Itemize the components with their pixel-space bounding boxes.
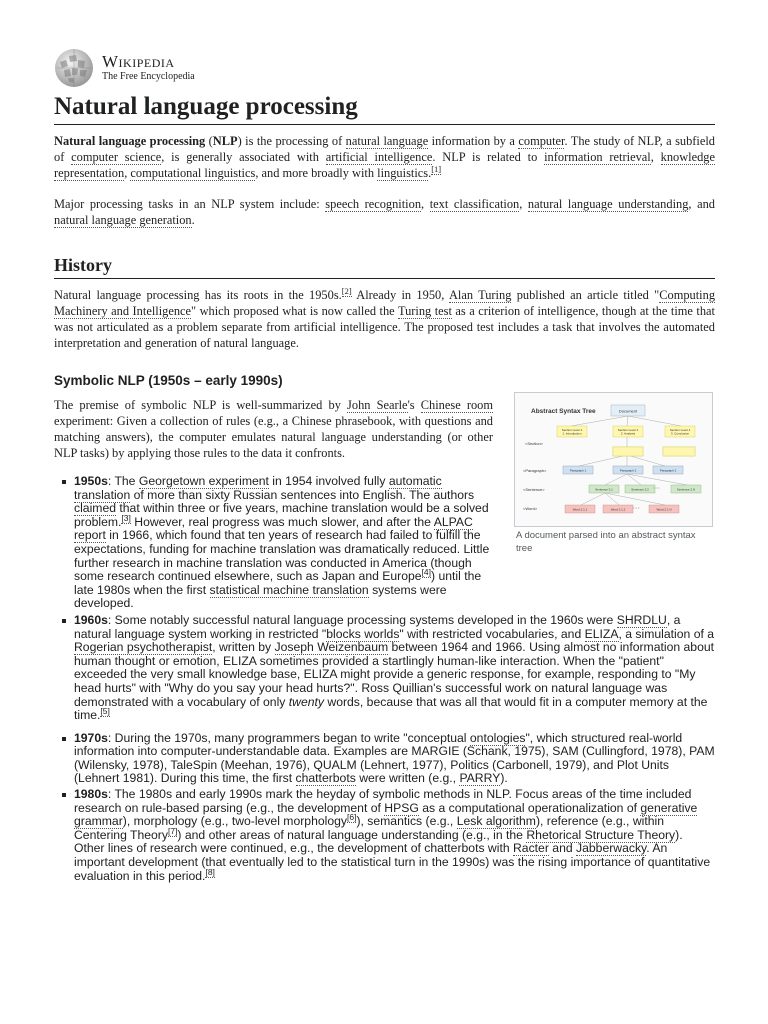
citation-4[interactable] [422, 567, 431, 578]
text-run: and [548, 841, 577, 856]
text-run: ( [205, 134, 213, 148]
citation-2[interactable] [342, 286, 352, 297]
link-speech-recognition[interactable]: speech recognition [325, 197, 422, 211]
ast-diagram-image[interactable] [514, 392, 713, 527]
text-run: information by a [428, 134, 519, 148]
text-run: in 1966, which found that ten years of research had failed to fulfill the expectations, funding for machine translation was dramatically reduced. Little further research in machine translation was conducted in America (though some research continued elsewhere, such as Japan and Europe [74, 528, 490, 584]
link-computational-linguistics[interactable]: computational linguistics [130, 166, 256, 180]
history-heading: History [54, 254, 715, 279]
text-run: between 1964 and 1966. Using almost no information about human thought or emotion, ELIZA sometimes provided a startlingly human-like interaction. When the "patient" exceeded the very small knowledge base, ELIZA might provide a generic response, for example, responding to "My head hurts" with "Why do you say your head hurts?". Ross Quillian's successful work on natural language was demonstrated with a vocabulary of only [74, 640, 715, 709]
link-chatterbots[interactable]: chatterbots [295, 771, 356, 786]
text-run: ), morphology (e.g., two-level morphology [122, 814, 347, 829]
text-run: : The 1980s and early 1990s mark the heyday of symbolic methods in NLP. Focus areas of the time included research on rule-based parsing (e.g., the development of [74, 787, 692, 815]
link-automatic-translation[interactable]: automatic translation [74, 474, 442, 502]
text-run: . [428, 166, 432, 180]
text-run: The premise of symbolic NLP is well-summarized by [54, 398, 348, 412]
text-run: as a computational operationalization of [418, 800, 641, 815]
text-run: , and more broadly with [255, 166, 378, 180]
brand-text [102, 53, 195, 83]
text-run: 's [407, 398, 421, 412]
text-run: ), reference (e.g., within Centering Theory [74, 814, 664, 842]
text-run: experiment: Given a collection of rules (e.g., a Chinese phrasebook, with questions and matching answers), the computer emulates natural language understanding (or other NLP tasks) by applying those rules to the data it confronts. [54, 414, 493, 460]
text-run: as a criterion of intelligence, though at the time that was not articulated as a problem separate from artificial intelligence. The proposed test includes a task that involves the automated interpretation and generation of natural language. [54, 304, 715, 350]
history-paragraph [54, 287, 715, 351]
text-run: , [519, 197, 528, 211]
text-run: in 1954 involved fully [268, 474, 389, 488]
ast-section-label: 2. Analysis [620, 431, 636, 436]
link-natural-language[interactable]: natural language [345, 134, 429, 148]
text-run: , a natural language system working in restricted " [74, 612, 681, 641]
ast-section-label: 3. Conclusion [670, 431, 690, 436]
text-run: Major processing tasks in an NLP system include: [54, 197, 326, 211]
link-linguistics[interactable]: linguistics [377, 166, 429, 180]
link-blocks-worlds[interactable]: blocks worlds [326, 626, 400, 641]
link-eliza[interactable]: ELIZA [584, 626, 619, 641]
text-run: ) and other areas of natural language understanding (e.g., in the [177, 827, 527, 842]
ast-section-label: Section Level 1 [669, 428, 691, 432]
bold-term: 1950s [74, 474, 108, 488]
link-natural-language-generation[interactable]: natural language generation [54, 213, 192, 227]
citation-1[interactable] [431, 164, 441, 175]
ast-sentence-label: Sentence 2.N [676, 487, 696, 492]
brand-tagline: The Free Encyclopedia [102, 71, 195, 82]
link-georgetown-experiment[interactable]: Georgetown experiment [138, 474, 269, 488]
link-statistical-machine-translation[interactable]: statistical machine translation [209, 582, 369, 597]
ast-word-label: Word 2.1.2 [610, 507, 626, 512]
link-chinese-room[interactable]: Chinese room [420, 398, 494, 412]
link-computer-science[interactable]: computer science [71, 150, 162, 164]
ast-section-label: Section Level 1 [617, 428, 639, 432]
italic-text: twenty [288, 694, 324, 709]
text-run: ). Other lines of research were continued, e.g., the development of chatterbots with [74, 827, 683, 856]
link-joseph-weizenbaum[interactable]: Joseph Weizenbaum [274, 640, 389, 655]
citation-link[interactable]: [3] [121, 512, 131, 523]
text-run: , written by [212, 640, 275, 655]
text-run: Already in 1950, [351, 288, 449, 302]
link-rhetorical-structure-theory[interactable]: Rhetorical Structure Theory [526, 827, 676, 842]
text-run: systems were developed. [74, 582, 447, 611]
text-run: ), semantics (e.g., [356, 814, 457, 829]
intro-paragraph-2 [54, 196, 715, 228]
text-run: Natural language processing has its roots in the 1950s. [54, 288, 342, 302]
link-generative-grammar[interactable]: generative grammar [74, 800, 698, 829]
text-run: : The [107, 474, 139, 488]
link-claimed[interactable]: claimed [74, 501, 116, 516]
ast-sentence-label: Sentence 2.2 [631, 487, 649, 492]
citation-link[interactable]: [2] [341, 285, 352, 296]
text-run: , is generally associated with [161, 150, 326, 164]
text-run: : Some notably successful natural language processing systems developed in the 1960s were [107, 612, 617, 627]
text-run: . An important development (that eventually led to the statistical turn in the 1990s) was the rising importance of quantitative evaluation in this period. [74, 841, 711, 883]
link-shrdlu[interactable]: SHRDLU [616, 612, 667, 627]
wikipedia-globe-icon [54, 48, 94, 88]
link-jabberwacky[interactable]: Jabberwacky [576, 841, 647, 856]
text-run: were written (e.g., [355, 771, 460, 786]
ast-row-label: <Section> [525, 441, 544, 446]
article [54, 48, 715, 883]
text-run: ). [500, 771, 508, 786]
link-knowledge-representation[interactable]: knowledge representation [54, 150, 715, 180]
citation-link[interactable]: [1] [431, 163, 442, 174]
ast-paragraph-label: Paragraph 1 [569, 468, 587, 473]
link-turing-test[interactable]: Turing test [397, 304, 452, 318]
text-run: ) until the late 1980s when the first [74, 569, 482, 597]
ast-paragraph-label: Paragraph 2 [619, 468, 637, 473]
citation-link[interactable]: [4] [421, 567, 432, 578]
citation-5[interactable] [100, 706, 109, 717]
ast-ellipsis: • • • [653, 485, 660, 490]
citation-link[interactable]: [5] [100, 706, 110, 717]
text-run: . NLP is related to [432, 150, 545, 164]
ast-row-label: <Paragraph> [523, 468, 547, 473]
citation-link[interactable]: [7] [167, 825, 178, 836]
citation-link[interactable]: [6] [346, 812, 357, 823]
text-run: of more than sixty Russian sentences into English. The authors [130, 487, 475, 502]
ast-word-label: Word 2.1.N [656, 507, 672, 512]
citation-link[interactable]: [8] [205, 866, 215, 877]
text-run: , [421, 197, 430, 211]
text-run: ) is the processing of [237, 134, 346, 148]
text-run: However, real progress was much slower, and after the [130, 514, 434, 529]
link-computer[interactable]: computer [518, 134, 565, 148]
link-racter[interactable]: Racter [513, 841, 549, 856]
text-run: , [124, 166, 131, 180]
link-alan-turing[interactable]: Alan Turing [448, 288, 512, 302]
text-run: , and [688, 197, 715, 211]
ast-figure[interactable] [514, 392, 713, 555]
list-item [54, 788, 715, 883]
figure-caption: A document parsed into an abstract syntax tree [516, 530, 696, 554]
ast-row-label: <Sentence> [523, 487, 545, 492]
link-rogerian-psychotherapist[interactable]: Rogerian psychotherapist [74, 640, 213, 655]
bold-term: 1960s [74, 612, 108, 627]
page-title: Natural language processing [54, 92, 715, 125]
symbolic-heading: Symbolic NLP (1950s – early 1990s) [54, 373, 283, 388]
link-artificial-intelligence[interactable]: artificial intelligence [325, 150, 433, 164]
site-logo[interactable] [54, 48, 715, 88]
link-natural-language-understanding[interactable]: natural language understanding [527, 197, 689, 211]
bold-term: 1980s [74, 787, 108, 802]
list-item [54, 475, 490, 611]
intro-paragraph-1 [54, 133, 715, 181]
link-parry[interactable]: PARRY [459, 771, 501, 786]
text-run: words, because that was all that would fit in a computer memory at the time. [74, 694, 708, 723]
ast-sentence-label: Sentence 2.1 [595, 487, 613, 492]
link-alpac-report[interactable]: ALPAC report [74, 514, 473, 543]
link-computing-machinery-and-intelligence[interactable]: Computing Machinery and Intelligence [54, 288, 716, 318]
link-text-classification[interactable]: text classification [429, 197, 520, 211]
text-run: : During the 1970s, many programmers began to write "conceptual [107, 730, 470, 745]
brand-name: Wikipedia [102, 52, 175, 71]
list-item [54, 614, 715, 723]
link-hpsg[interactable]: HPSG [384, 800, 419, 815]
text-run: . The study of NLP, a subfield of [54, 134, 715, 164]
text-run: , [650, 150, 661, 164]
ast-root: Document [618, 408, 638, 414]
bold-term: Natural language processing [54, 134, 206, 148]
text-run: that within three or five years, machine translation would be a solved problem. [74, 501, 489, 529]
text-run: . [191, 213, 195, 227]
text-run: " with restricted vocabularies, and [399, 626, 585, 641]
link-ontologies[interactable]: ontologies [469, 730, 526, 745]
citation-3[interactable] [121, 513, 130, 524]
ast-section-label: 1. Introduction [562, 431, 582, 436]
bold-term: NLP [212, 134, 238, 148]
ast-title: Abstract Syntax Tree [531, 408, 596, 415]
ast-section-label: Section Level 1 [561, 428, 583, 432]
ast-row-label: <Word> [523, 506, 538, 511]
list-item [54, 732, 715, 786]
symbolic-paragraph [54, 397, 493, 461]
text-run: , a simulation of a [618, 626, 715, 641]
citation-7[interactable] [168, 826, 177, 837]
citation-8[interactable] [205, 867, 214, 878]
bold-term: 1970s [74, 730, 108, 745]
ast-ellipsis: • • • [633, 505, 640, 510]
link-information-retrieval[interactable]: information retrieval [544, 150, 651, 164]
text-run: ", which structured real-world information into computer-understandable data. Examples are MARGIE (Schank, 1975), SAM (Cullingford, 1978), PAM (Wilensky, 1978), TaleSpin (Meehan, 1976), QUALM (Lehnert, 1977), Politics (Carbonell, 1979), and Plot Units (Lehnert 1981). During this time, the first [74, 730, 715, 786]
text-run: published an article titled " [511, 288, 660, 302]
link-lesk-algorithm[interactable]: Lesk algorithm [456, 814, 536, 829]
ast-paragraph-label: Paragraph 2 [659, 468, 677, 473]
ast-word-label: Word 2.1.1 [572, 507, 588, 512]
text-run: " which proposed what is now called the [191, 304, 398, 318]
link-john-searle[interactable]: John Searle [347, 398, 408, 412]
